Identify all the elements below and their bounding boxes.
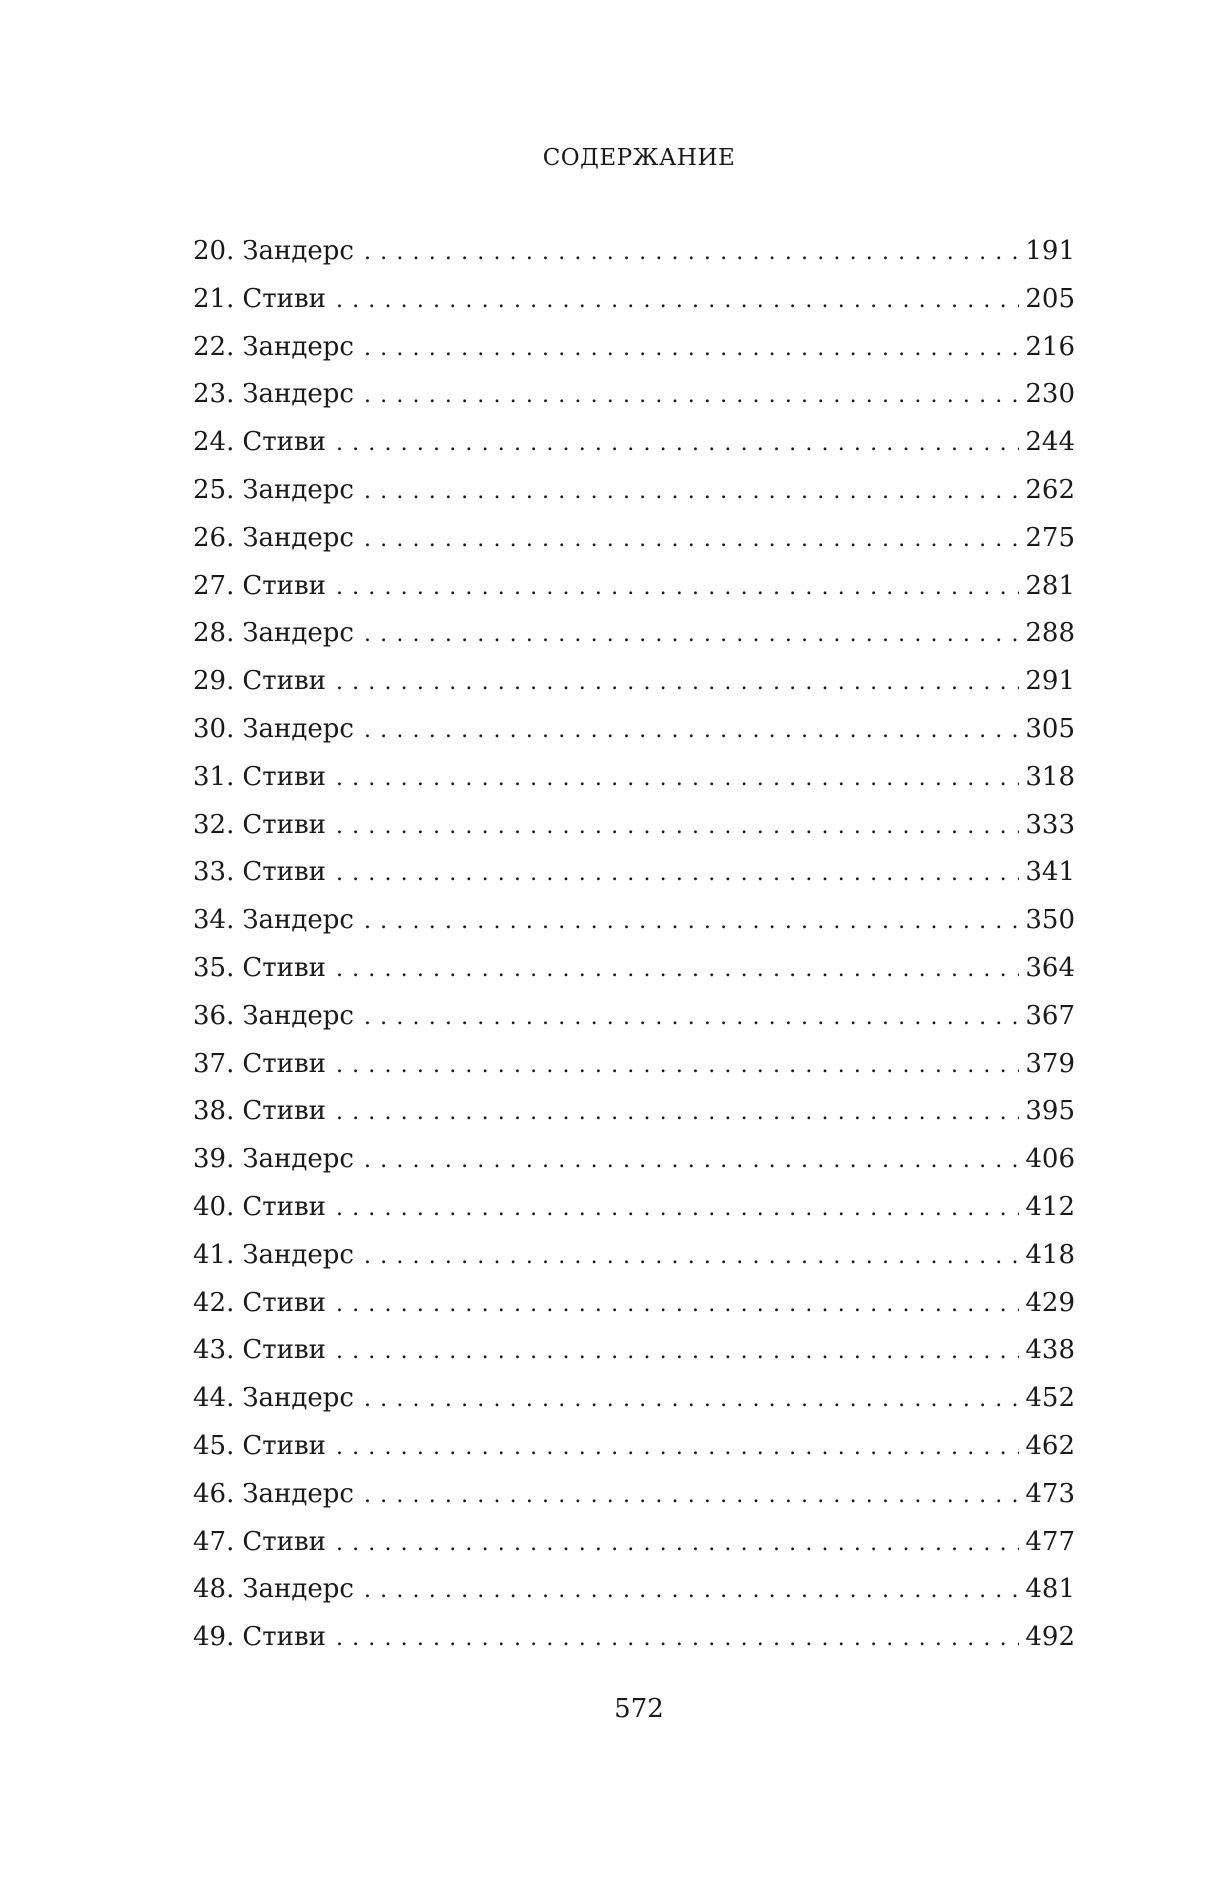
toc-entry-number: 39.	[193, 1144, 235, 1175]
toc-entry-title: Стиви	[242, 761, 326, 792]
toc-dot-leader	[364, 1376, 1019, 1424]
toc-entry[interactable]	[193, 754, 1075, 802]
toc-entry-page: 418	[1025, 1239, 1075, 1270]
toc-entry-page: 395	[1025, 1096, 1075, 1127]
toc-dot-leader	[364, 516, 1019, 564]
toc-entry[interactable]	[193, 563, 1075, 611]
toc-entry-number: 48.	[193, 1574, 235, 1605]
toc-entry-title: Стиви	[242, 857, 326, 888]
toc-entry-page: 367	[1025, 1000, 1075, 1031]
toc-entry-page: 262	[1025, 474, 1075, 505]
toc-entry-number: 27.	[193, 570, 235, 601]
toc-entry[interactable]	[193, 658, 1075, 706]
toc-entry-page: 462	[1025, 1430, 1075, 1461]
toc-entry[interactable]	[193, 1088, 1075, 1136]
toc-entry-number: 49.	[193, 1622, 235, 1653]
toc-entry-title: Стиви	[242, 1096, 326, 1127]
toc-entry[interactable]	[193, 1471, 1075, 1519]
table-of-contents	[193, 228, 1075, 1662]
toc-entry-title: Зандерс	[242, 1574, 354, 1605]
toc-entry-page: 350	[1025, 905, 1075, 936]
toc-entry-page: 305	[1025, 713, 1075, 744]
toc-entry[interactable]	[193, 706, 1075, 754]
toc-entry[interactable]	[193, 1184, 1075, 1232]
toc-entry-number: 36.	[193, 1000, 235, 1031]
toc-entry-number: 40.	[193, 1191, 235, 1222]
toc-entry-page: 473	[1025, 1478, 1075, 1509]
toc-dot-leader	[364, 898, 1019, 946]
toc-entry-title: Стиви	[242, 1287, 326, 1318]
toc-entry[interactable]	[193, 1041, 1075, 1089]
toc-entry-page: 379	[1025, 1048, 1075, 1079]
toc-entry-title: Стиви	[242, 1526, 326, 1557]
toc-entry[interactable]	[193, 1614, 1075, 1662]
toc-entry-number: 29.	[193, 666, 235, 697]
toc-entry-page: 492	[1025, 1622, 1075, 1653]
toc-dot-leader	[336, 1615, 1019, 1663]
toc-entry-number: 20.	[193, 236, 235, 266]
toc-entry-page: 244	[1025, 427, 1075, 458]
toc-entry-number: 47.	[193, 1526, 235, 1557]
toc-entry[interactable]	[193, 324, 1075, 372]
toc-entry-page: 281	[1025, 570, 1075, 601]
toc-dot-leader	[364, 468, 1019, 516]
toc-entry-page: 364	[1025, 952, 1075, 983]
toc-entry-page: 205	[1025, 283, 1075, 314]
toc-entry[interactable]	[193, 467, 1075, 515]
toc-entry-number: 43.	[193, 1335, 235, 1366]
toc-dot-leader	[364, 611, 1019, 659]
toc-entry-title: Стиви	[242, 809, 326, 840]
toc-entry[interactable]	[193, 1232, 1075, 1280]
toc-entry-title: Стиви	[242, 952, 326, 983]
toc-entry[interactable]	[193, 1136, 1075, 1184]
toc-entry-page: 481	[1025, 1574, 1075, 1605]
toc-entry[interactable]	[193, 1327, 1075, 1375]
toc-entry[interactable]	[193, 1423, 1075, 1471]
toc-entry-number: 21.	[193, 283, 235, 314]
toc-entry[interactable]	[193, 1566, 1075, 1614]
toc-entry-title: Стиви	[242, 570, 326, 601]
toc-dot-leader	[336, 564, 1019, 612]
toc-entry[interactable]	[193, 419, 1075, 467]
toc-entry-title: Зандерс	[242, 905, 354, 936]
toc-entry-number: 22.	[193, 331, 235, 362]
toc-entry-number: 24.	[193, 427, 235, 458]
toc-entry-number: 38.	[193, 1096, 235, 1127]
toc-entry-number: 33.	[193, 857, 235, 888]
toc-entry-number: 32.	[193, 809, 235, 840]
toc-entry-title: Зандерс	[242, 1383, 354, 1414]
toc-dot-leader	[336, 1185, 1019, 1233]
toc-dot-leader	[364, 1137, 1019, 1185]
toc-dot-leader	[364, 325, 1019, 373]
toc-entry-number: 30.	[193, 713, 235, 744]
toc-entry-title: Зандерс	[242, 618, 354, 649]
toc-entry-page: 412	[1025, 1191, 1075, 1222]
toc-entry-title: Зандерс	[242, 1239, 354, 1270]
toc-entry[interactable]	[193, 897, 1075, 945]
toc-entry-number: 34.	[193, 905, 235, 936]
toc-entry-page: 288	[1025, 618, 1075, 649]
toc-entry-number: 31.	[193, 761, 235, 792]
toc-entry-title: Зандерс	[242, 1144, 354, 1175]
toc-entry-page: 477	[1025, 1526, 1075, 1557]
toc-entry-number: 23.	[193, 379, 235, 410]
toc-dot-leader	[336, 1281, 1019, 1329]
toc-entry-title: Зандерс	[242, 522, 354, 553]
toc-entry[interactable]	[193, 945, 1075, 993]
toc-entry-number: 41.	[193, 1239, 235, 1270]
toc-entry-title: Зандерс	[242, 713, 354, 744]
toc-entry-title: Стиви	[242, 1430, 326, 1461]
toc-entry-title: Зандерс	[242, 1478, 354, 1509]
toc-entry-title: Зандерс	[242, 379, 354, 410]
toc-entry-number: 44.	[193, 1383, 235, 1414]
toc-entry-number: 46.	[193, 1478, 235, 1509]
toc-entry-title: Зандерс	[242, 236, 354, 266]
toc-dot-leader	[336, 803, 1019, 851]
toc-dot-leader	[364, 994, 1019, 1042]
toc-entry-page: 318	[1025, 761, 1075, 792]
toc-entry-page: 191	[1025, 236, 1075, 266]
toc-entry-title: Стиви	[242, 1048, 326, 1079]
toc-entry[interactable]	[193, 802, 1075, 850]
toc-entry-page: 275	[1025, 522, 1075, 553]
toc-entry[interactable]	[193, 1375, 1075, 1423]
toc-entry-page: 291	[1025, 666, 1075, 697]
toc-entry-number: 45.	[193, 1430, 235, 1461]
toc-entry-page: 452	[1025, 1383, 1075, 1414]
toc-dot-leader	[336, 420, 1019, 468]
toc-entry-page: 438	[1025, 1335, 1075, 1366]
toc-dot-leader	[336, 659, 1019, 707]
toc-entry-title: Зандерс	[242, 474, 354, 505]
toc-entry[interactable]	[193, 371, 1075, 419]
toc-entry-number: 35.	[193, 952, 235, 983]
toc-dot-leader	[336, 1520, 1019, 1568]
toc-dot-leader	[364, 1233, 1019, 1281]
toc-entry-title: Стиви	[242, 1622, 326, 1653]
toc-dot-leader	[364, 707, 1019, 755]
toc-dot-leader	[336, 1328, 1019, 1376]
toc-dot-leader	[336, 755, 1019, 803]
toc-dot-leader	[336, 1424, 1019, 1472]
toc-dot-leader	[364, 372, 1019, 420]
toc-dot-leader	[336, 946, 1019, 994]
toc-entry-page: 230	[1025, 379, 1075, 410]
toc-dot-leader	[336, 1089, 1019, 1137]
toc-entry-title: Стиви	[242, 1191, 326, 1222]
toc-entry-title: Стиви	[242, 283, 326, 314]
toc-entry-page: 341	[1025, 857, 1075, 888]
toc-entry[interactable]	[193, 610, 1075, 658]
toc-entry[interactable]	[193, 849, 1075, 897]
toc-entry[interactable]	[193, 1519, 1075, 1567]
page-number: 572	[614, 1694, 664, 1724]
toc-entry[interactable]	[193, 276, 1075, 324]
toc-entry-page: 333	[1025, 809, 1075, 840]
toc-entry[interactable]	[193, 228, 1075, 276]
toc-entry-number: 42.	[193, 1287, 235, 1318]
toc-entry-page: 216	[1025, 331, 1075, 362]
toc-dot-leader	[336, 277, 1019, 325]
toc-entry-number: 37.	[193, 1048, 235, 1079]
toc-entry-number: 26.	[193, 522, 235, 553]
toc-dot-leader	[364, 1567, 1019, 1615]
toc-dot-leader	[336, 1042, 1019, 1090]
toc-entry-title: Зандерс	[242, 1000, 354, 1031]
toc-entry-number: 25.	[193, 474, 235, 505]
toc-entry[interactable]	[193, 1280, 1075, 1328]
toc-entry-title: Стиви	[242, 427, 326, 458]
toc-entry-page: 429	[1025, 1287, 1075, 1318]
toc-entry-title: Стиви	[242, 666, 326, 697]
toc-entry-page: 406	[1025, 1144, 1075, 1175]
toc-dot-leader	[364, 1472, 1019, 1520]
toc-entry-number: 28.	[193, 618, 235, 649]
toc-dot-leader	[336, 850, 1019, 898]
toc-entry-title: Зандерс	[242, 331, 354, 362]
toc-entry-title: Стиви	[242, 1335, 326, 1366]
toc-dot-leader	[364, 229, 1019, 277]
running-head: СОДЕРЖАНИЕ	[542, 145, 736, 171]
toc-entry[interactable]	[193, 993, 1075, 1041]
toc-entry[interactable]	[193, 515, 1075, 563]
